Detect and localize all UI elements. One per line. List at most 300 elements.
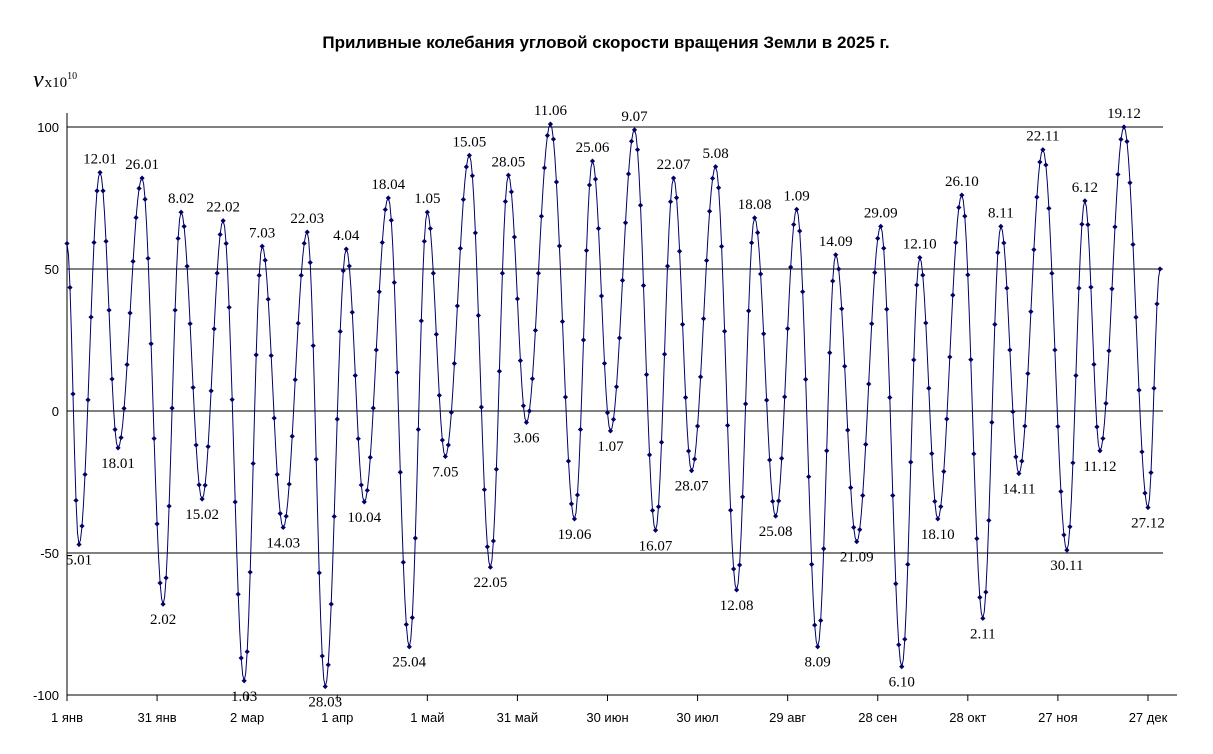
data-point [218,232,223,237]
extremum-label: 28.07 [674,478,709,495]
data-point [581,337,586,342]
data-point [821,546,826,551]
data-point [290,434,295,439]
data-point [172,308,177,313]
data-point [713,164,718,169]
data-point [1139,449,1144,454]
data-point [566,459,571,464]
data-point [1028,309,1033,314]
data-point [959,193,964,198]
data-point [118,435,123,440]
data-point [842,364,847,369]
x-tick-label: 1 апр [321,710,354,725]
data-point [710,176,715,181]
extremum-label: 19.06 [557,526,592,543]
data-point [1097,448,1102,453]
data-point [575,492,580,497]
data-point [179,210,184,215]
data-point [1043,162,1048,167]
extremum-label: 22.02 [206,199,241,216]
data-point [785,326,790,331]
y-tick-label: 100 [37,120,59,135]
data-point [1004,286,1009,291]
data-point [923,320,928,325]
data-point [833,252,838,257]
data-point [350,310,355,315]
data-point [127,310,132,315]
data-point [76,542,81,547]
data-point [872,270,877,275]
data-point [377,289,382,294]
data-point [470,173,475,178]
data-point [812,622,817,627]
data-point [863,442,868,447]
data-point [677,249,682,254]
data-point [296,321,301,326]
data-point [548,122,553,127]
data-point [623,220,628,225]
data-point [818,618,823,623]
data-point [263,258,268,263]
data-point [1103,401,1108,406]
data-point [139,176,144,181]
data-point [455,303,460,308]
data-point [281,525,286,530]
data-point [1121,124,1126,129]
data-point [902,637,907,642]
data-point [650,508,655,513]
y-tick-label: 0 [51,404,59,419]
extremum-label: 1.07 [597,438,624,455]
extremum-label: 15.02 [185,507,219,524]
extremum-label: 8.09 [804,654,831,671]
data-point [422,239,427,244]
data-point [962,214,967,219]
data-point [617,335,622,340]
x-tick-label: 28 сен [858,710,898,725]
data-point [791,222,796,227]
extremum-label: 2.02 [149,612,177,629]
data-point [260,244,265,249]
extremum-label: 25.06 [575,140,610,157]
data-point [917,255,922,260]
data-point [1091,362,1096,367]
data-point [1073,373,1078,378]
data-point [929,451,934,456]
x-tick-label: 1 май [410,710,445,725]
data-point [857,527,862,532]
data-point [560,319,565,324]
data-point [953,240,958,245]
data-point [635,147,640,152]
data-point [491,538,496,543]
data-point [326,662,331,667]
data-point [725,423,730,428]
data-point [485,544,490,549]
data-point [278,511,283,516]
data-point [362,499,367,504]
data-point [494,467,499,472]
data-point [1034,195,1039,200]
data-point [503,199,508,204]
data-point [584,248,589,253]
extremum-label: 1.05 [414,191,441,208]
extremum-label: 11.12 [1083,458,1117,475]
data-point [794,207,799,212]
data-point [626,171,631,176]
data-point [800,289,805,294]
data-point [827,350,832,355]
data-point [1052,347,1057,352]
extremum-label: 22.03 [290,211,325,228]
data-point [782,394,787,399]
data-point [160,602,165,607]
data-point [824,448,829,453]
data-point [374,347,379,352]
data-point [506,173,511,178]
extremum-label: 14.03 [266,535,301,552]
data-point [323,684,328,689]
data-point [191,385,196,390]
data-point [154,521,159,526]
data-point [599,293,604,298]
data-point [1124,139,1129,144]
extremum-label: 29.09 [863,205,898,222]
data-point [935,516,940,521]
data-point [389,218,394,223]
data-point [926,386,931,391]
data-point [956,205,961,210]
data-point [776,498,781,503]
data-point [100,188,105,193]
data-point [233,499,238,504]
data-point [620,278,625,283]
data-point [97,170,102,175]
data-point [896,642,901,647]
data-point [920,273,925,278]
data-point [647,452,652,457]
data-point [686,448,691,453]
extremum-label: 18.08 [737,196,772,213]
data-point [242,678,247,683]
data-point [1064,548,1069,553]
data-point [64,241,69,246]
data-point [758,271,763,276]
data-point [701,316,706,321]
data-point [722,329,727,334]
data-point [91,240,96,245]
extremum-label: 3.06 [513,430,540,447]
data-point [1112,224,1117,229]
data-point [269,353,274,358]
data-point [890,493,895,498]
data-point [359,482,364,487]
data-point [692,456,697,461]
data-point [641,283,646,288]
data-point [431,271,436,276]
data-point [479,405,484,410]
data-point [749,240,754,245]
y-axis-exponent: 10 [67,71,78,82]
x-tick-label: 30 июн [586,710,629,725]
data-point [689,468,694,473]
data-point [1154,301,1159,306]
data-point [314,457,319,462]
data-point [530,376,535,381]
data-point [70,391,75,396]
data-point [515,296,520,301]
data-point [157,580,162,585]
data-point [839,306,844,311]
data-point [980,616,985,621]
extremum-label: 22.07 [656,157,691,174]
data-point [407,644,412,649]
data-point [88,314,93,319]
extremum-label: 26.01 [125,157,159,174]
data-point [779,456,784,461]
data-point [665,264,670,269]
data-point [551,137,556,142]
data-point [1040,147,1045,152]
data-point [347,263,352,268]
data-point [596,226,601,231]
data-point [668,199,673,204]
extremum-label: 25.08 [758,524,793,541]
data-point [875,236,880,241]
extremum-label: 27.12 [1131,515,1165,532]
data-point [653,528,658,533]
data-point [1025,371,1030,376]
data-point [197,482,202,487]
extremum-label: 18.10 [920,526,955,543]
data-point [353,373,358,378]
data-point [166,504,171,509]
data-point [932,499,937,504]
data-point [644,372,649,377]
data-point [425,210,430,215]
data-point [169,406,174,411]
data-point [151,436,156,441]
data-point [740,494,745,499]
extremum-label: 28.03 [308,694,343,711]
data-point [248,570,253,575]
data-point [446,442,451,447]
data-point [884,307,889,312]
data-point [938,504,943,509]
extremum-label: 10.04 [347,509,382,526]
data-point [572,516,577,521]
data-point [106,308,111,313]
data-point [773,513,778,518]
data-point [344,247,349,252]
data-point [200,496,205,501]
y-tick-label: -50 [40,546,59,561]
data-point [869,321,874,326]
data-point [142,197,147,202]
data-point [275,472,280,477]
data-point [1031,247,1036,252]
data-point [1142,490,1147,495]
data-point [557,243,562,248]
data-point [458,246,463,251]
data-point [115,445,120,450]
data-point [1055,424,1060,429]
data-point [614,384,619,389]
data-point [386,195,391,200]
extremum-label: 5.08 [702,145,729,162]
data-point [602,361,607,366]
extremum-label: 12.08 [719,597,754,614]
data-point [73,498,78,503]
data-point [380,240,385,245]
data-point [854,539,859,544]
data-point [911,357,916,362]
data-point [860,493,865,498]
data-point [293,377,298,382]
data-point [1058,489,1063,494]
data-point [815,644,820,649]
y-axis-label [33,67,77,93]
data-point [1100,436,1105,441]
data-point [182,224,187,229]
data-point [578,427,583,432]
data-point [1151,386,1156,391]
data-point [761,331,766,336]
data-point [734,587,739,592]
data-point [1115,172,1120,177]
data-point [311,343,316,348]
extremum-label: 19.12 [1107,106,1141,122]
data-point [251,461,256,466]
data-point [224,241,229,246]
data-point [509,189,514,194]
data-point [212,326,217,331]
data-point [728,508,733,513]
data-point [500,271,505,276]
data-point [659,440,664,445]
extremum-label: 4.04 [333,228,360,245]
data-point [185,264,190,269]
data-point [332,514,337,519]
data-point [272,416,277,421]
data-point [590,158,595,163]
data-point [587,182,592,187]
data-point [866,381,871,386]
data-point [371,405,376,410]
data-point [512,234,517,239]
data-point [136,186,141,191]
data-point [539,214,544,219]
data-point [524,420,529,425]
data-point [1022,423,1027,428]
extremum-label: 18.01 [101,455,135,472]
data-point [215,271,220,276]
data-point [950,292,955,297]
data-point [1136,387,1141,392]
data-point [770,499,775,504]
data-point [662,352,667,357]
data-point [1067,524,1072,529]
data-point [881,246,886,251]
data-point [947,354,952,359]
data-point [680,322,685,327]
extremum-label: 7.03 [249,225,276,242]
data-point [1013,454,1018,459]
extremum-label: 28.05 [491,154,526,171]
data-point [467,153,472,158]
data-point [1148,470,1153,475]
data-point [743,401,748,406]
data-point [755,230,760,235]
extremum-label: 18.04 [371,177,406,193]
x-tick-label: 31 янв [137,710,177,725]
data-point [1001,240,1006,245]
data-point [133,215,138,220]
extremum-label: 7.05 [432,464,459,481]
extremum-label: 16.07 [638,538,673,555]
x-tick-label: 1 янв [51,710,83,725]
data-point [845,428,850,433]
data-point [704,258,709,263]
data-point [1061,532,1066,537]
x-tick-label: 28 окт [949,710,987,725]
extremum-label: 25.04 [392,654,427,671]
data-point [368,455,373,460]
x-tick-label: 27 дек [1128,710,1168,725]
data-point [656,504,661,509]
data-point [1079,222,1084,227]
data-point [443,454,448,459]
data-point [989,420,994,425]
data-point [163,575,168,580]
extremum-labels [66,103,1165,710]
data-point [365,488,370,493]
y-tick-label: -100 [32,688,59,703]
data-point [221,218,226,223]
x-tick-label: 30 июл [676,710,719,725]
data-point [287,482,292,487]
data-point [914,282,919,287]
data-point [1010,409,1015,414]
data-point [124,362,129,367]
data-point [521,403,526,408]
data-point [461,197,466,202]
data-point [112,427,117,432]
data-point [488,565,493,570]
data-point [428,226,433,231]
data-point [707,209,712,214]
data-point [67,285,72,290]
data-point [1088,285,1093,290]
data-point [437,393,442,398]
data-point [1046,206,1051,211]
x-tick-label: 27 ноя [1038,710,1078,725]
extremum-label: 1.09 [783,188,810,205]
data-point [1076,286,1081,291]
data-point [206,444,211,449]
data-point [974,536,979,541]
data-point [941,469,946,474]
extremum-label: 12.10 [902,236,937,253]
data-point [82,472,87,477]
data-point [1157,266,1162,271]
data-point [1082,198,1087,203]
extremum-label: 6.10 [888,674,915,691]
data-point [473,230,478,235]
data-point [536,271,541,276]
data-point [239,655,244,660]
data-point [335,417,340,422]
